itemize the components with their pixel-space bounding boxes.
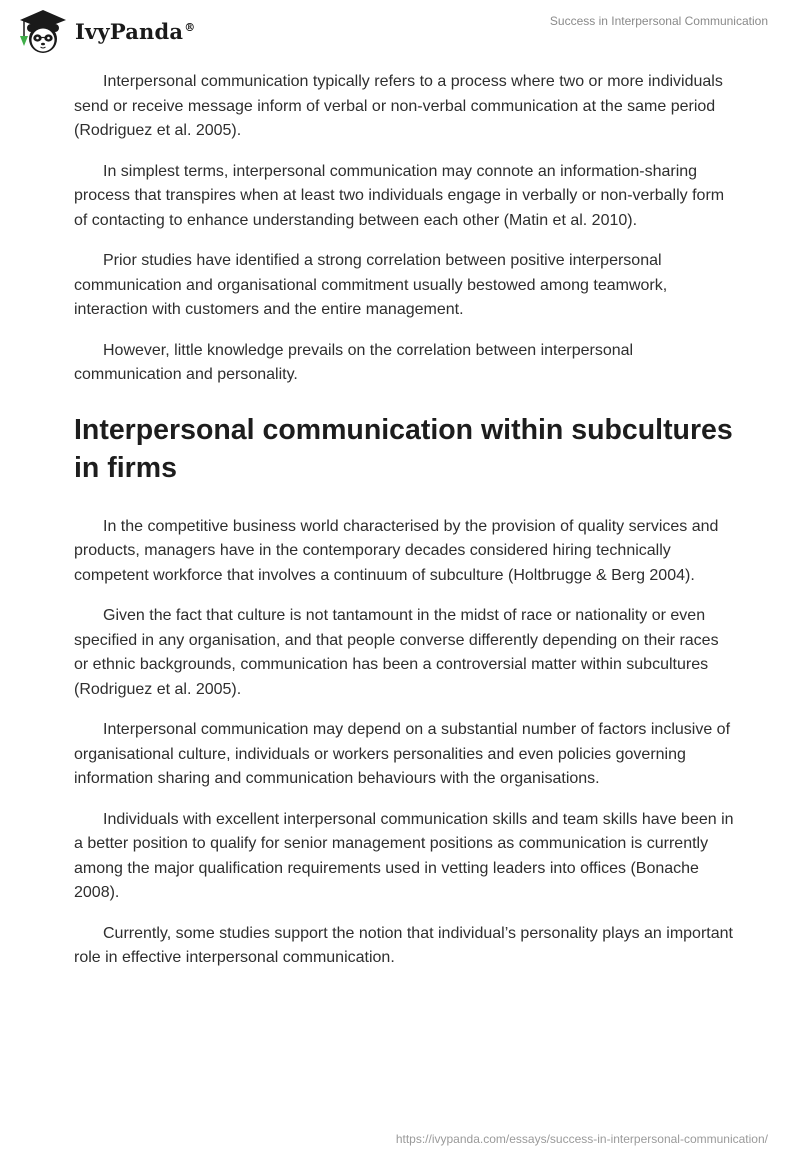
source-url[interactable]: https://ivypanda.com/essays/success-in-interpersonal-communication/ xyxy=(395,1132,768,1146)
paragraph: In simplest terms, interpersonal communication may connote an information-sharing process that transpires when at least two individuals engage in verbally or non-verbally form of contacting to enhance understanding between each other (Matin et al. 2010). xyxy=(74,162,725,229)
paragraph: Prior studies have identified a strong correlation between positive interpersonal communication and organisational commitment usually bestowed among teamwork, interaction with customers and the entire management. xyxy=(74,252,668,318)
section-heading: Interpersonal communication within subcultures in firms xyxy=(74,413,733,484)
paragraph: Interpersonal communication may depend on a substantial number of factors inclusive of organisational culture, individuals or workers personalities and even policies governing information sharing and communication behaviours with the organisations. xyxy=(74,721,731,787)
paragraph: Currently, some studies support the notion that individual’s personality plays an important role in effective interpersonal communication. xyxy=(74,924,733,966)
paragraph: Individuals with excellent interpersonal communication skills and team skills have been in a better position to qualify for senior management positions as communication is currently among the major qualification requirements used in vetting leaders into offices (Bonache 2008). xyxy=(74,810,734,901)
brand-logo[interactable] xyxy=(14,6,195,56)
panda-graduate-icon xyxy=(14,6,72,56)
page-header xyxy=(0,0,800,60)
paragraph: Given the fact that culture is not tantamount in the midst of race or nationality or even specified in any organisation, and that people converse differently depending on their races or ethnic backgrounds, communication has been a controversial matter within subcultures (Rodriguez et al. 2005). xyxy=(74,607,719,698)
paragraph: In the competitive business world characterised by the provision of quality services and products, managers have in the contemporary decades considered hiring technically competent workforce that involves a continuum of subculture (Holtbrugge & Berg 2004). xyxy=(74,517,719,584)
paragraph: Interpersonal communication typically refers to a process where two or more individuals send or receive message inform of verbal or non-verbal communication at the same period (Rodriguez et al. 2005). xyxy=(74,73,723,139)
paragraph: However, little knowledge prevails on the correlation between interpersonal communication and personality. xyxy=(74,341,634,383)
document-title: Success in Interpersonal Communication xyxy=(549,14,768,28)
essay-body xyxy=(74,70,734,987)
brand-name: IvyPanda® xyxy=(75,18,196,44)
